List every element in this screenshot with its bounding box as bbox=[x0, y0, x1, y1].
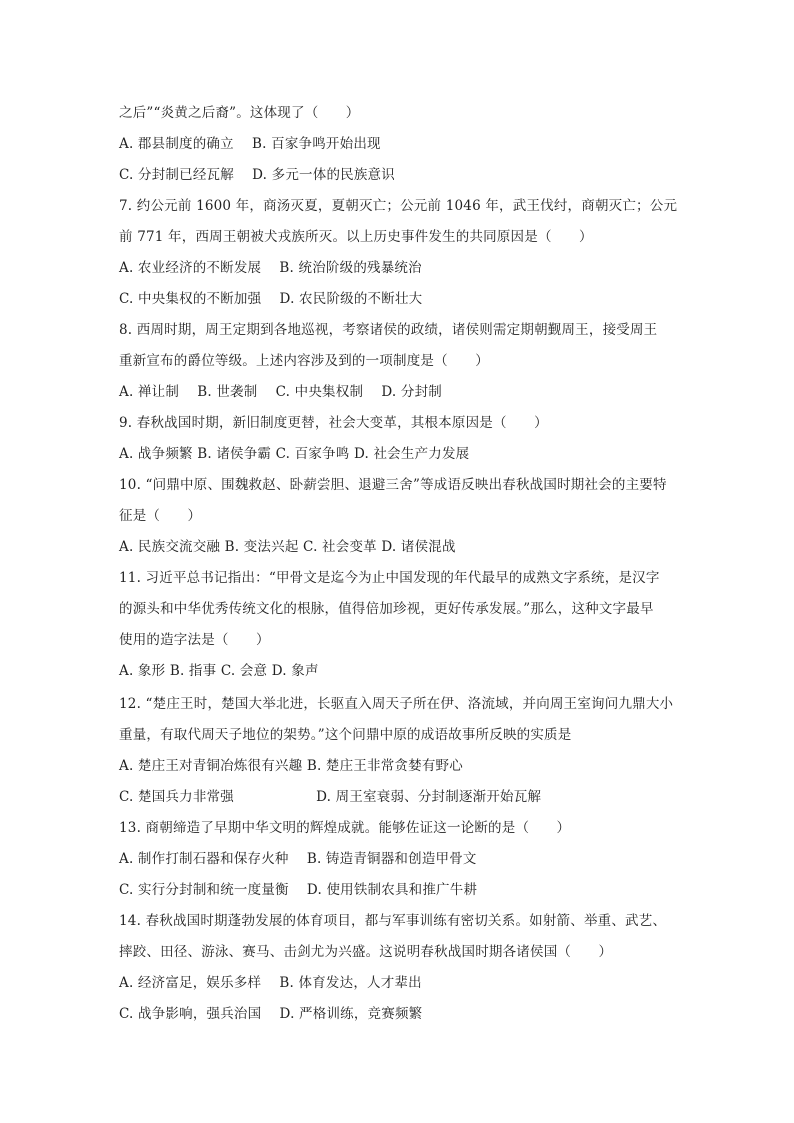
question-10: 10. “问鼎中原、围魏救赵、卧薪尝胆、退避三舍”等成语反映出春秋战国时期社会的主要特 bbox=[119, 477, 667, 493]
option-line: C. 中央集权的不断加强 D. 农民阶级的不断壮大 bbox=[119, 291, 423, 307]
option-line: A. 制作打制石器和保存火种 B. 铸造青铜器和创造甲骨文 bbox=[119, 851, 477, 867]
text-line: 前 771 年，西周王朝被犬戎族所灭。以上历史事件发生的共同原因是（ ） bbox=[119, 229, 593, 245]
option-line: C. 实行分封制和统一度量衡 D. 使用铁制农具和推广牛耕 bbox=[119, 882, 478, 898]
text-line: 的源头和中华优秀传统文化的根脉，值得倍加珍视，更好传承发展。”那么，这种文字最早 bbox=[119, 601, 654, 617]
option-line: A. 民族交流交融 B. 变法兴起 C. 社会变革 D. 诸侯混战 bbox=[119, 539, 456, 555]
option-line: C. 分封制已经瓦解 D. 多元一体的民族意识 bbox=[119, 167, 395, 183]
text-line: 摔跤、田径、游泳、赛马、击剑尤为兴盛。这说明春秋战国时期各诸侯国（ ） bbox=[119, 944, 613, 960]
option-line: A. 郡县制度的确立 B. 百家争鸣开始出现 bbox=[119, 136, 381, 152]
option-line: A. 经济富足，娱乐多样 B. 体育发达，人才辈出 bbox=[119, 975, 422, 991]
option-line: A. 农业经济的不断发展 B. 统治阶级的残暴统治 bbox=[119, 260, 422, 276]
text-line: 重量，有取代周天子地位的架势。”这个问鼎中原的成语故事所反映的实质是 bbox=[119, 727, 572, 743]
question-11: 11. 习近平总书记指出：“甲骨文是迄今为止中国发现的年代最早的成熟文字系统，是汉字 bbox=[119, 570, 660, 586]
option-line: A. 战争频繁 B. 诸侯争霸 C. 百家争鸣 D. 社会生产力发展 bbox=[119, 446, 470, 462]
option-line: A. 楚庄王对青铜冶炼很有兴趣 B. 楚庄王非常贪婪有野心 bbox=[119, 758, 463, 774]
question-7: 7. 约公元前 1600 年，商汤灭夏，夏朝灭亡；公元前 1046 年，武王伐纣，商朝灭亡；公元 bbox=[119, 198, 678, 214]
question-8: 8. 西周时期，周王定期到各地巡视，考察诸侯的政绩，诸侯则需定期朝觐周王，接受周王 bbox=[119, 322, 658, 338]
option-line: A. 禅让制 B. 世袭制 C. 中央集权制 D. 分封制 bbox=[119, 384, 442, 400]
text-line: 征是（ ） bbox=[119, 508, 202, 524]
question-12: 12. “楚庄王时，楚国大举北进，长驱直入周天子所在伊、洛流域，并向周王室询问九鼎大小 bbox=[119, 696, 674, 712]
question-9: 9. 春秋战国时期，新旧制度更替，社会大变革，其根本原因是（ ） bbox=[119, 415, 548, 431]
text-line: 重新宣布的爵位等级。上述内容涉及到的一项制度是（ ） bbox=[119, 353, 489, 369]
text-line: 使用的造字法是（ ） bbox=[119, 632, 270, 648]
question-13: 13. 商朝缔造了早期中华文明的辉煌成就。能够佐证这一论断的是（ ） bbox=[119, 820, 571, 836]
question-14: 14. 春秋战国时期蓬勃发展的体育项目，都与军事训练有密切关系。如射箭、举重、武艺、 bbox=[119, 913, 667, 929]
text-line: 之后”“炎黄之后裔”。这体现了（ ） bbox=[119, 105, 360, 121]
option-line: A. 象形 B. 指事 C. 会意 D. 象声 bbox=[119, 663, 319, 679]
option-line: C. 楚国兵力非常强 D. 周王室衰弱、分封制逐渐开始瓦解 bbox=[119, 789, 542, 805]
option-line: C. 战争影响，强兵治国 D. 严格训练，竞赛频繁 bbox=[119, 1006, 423, 1022]
